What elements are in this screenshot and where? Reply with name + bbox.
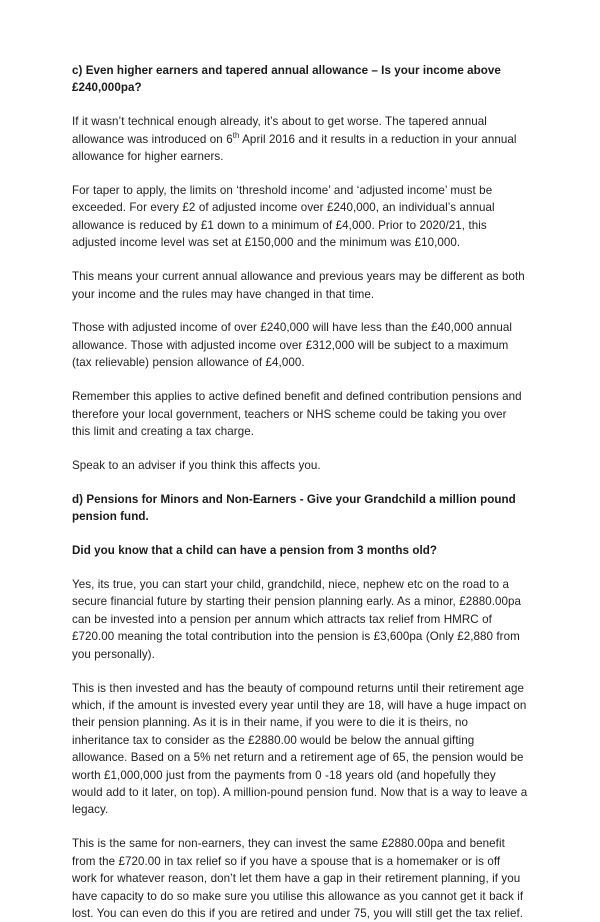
paragraph-taper-limits: For taper to apply, the limits on ‘threshold income’ and ‘adjusted income’ must be exceeded. For every £2 of adjusted income over £240,000, an individual’s annual allowance is reduced by £1 down to a minimum of £4,000. Prior to 2020/21, this adjusted income level was set at £150,000 and the minimum was £10,000. — [72, 184, 495, 250]
ordinal-suffix: th — [232, 130, 240, 140]
paragraph-speak-to-adviser: Speak to an adviser if you think this affects you. — [72, 458, 321, 472]
paragraph-minor-contribution: Yes, its true, you can start your child, grandchild, niece, nephew etc on the road to a secure financial future by starting their pension planning early. As a minor, £2880.00pa can be invested into a pension per annum which attracts tax relief from HMRC of £720.00 meaning the total contribution into the pension is £3,600pa (Only £2,880 from you personally). — [72, 578, 522, 661]
paragraph-allowance-varies: This means your current annual allowance and previous years may be different as both your income and the rules may have changed in that time. — [72, 270, 525, 301]
paragraph-tapered-intro — [72, 113, 528, 165]
paragraph-text-before: If it wasn’t technical enough already, it’s about to get worse. The tapered annual allowance was introduced on 6 — [72, 115, 487, 146]
section-subheading-child-pension: Did you know that a child can have a pension from 3 months old? — [72, 544, 438, 558]
section-heading-d: d) Pensions for Minors and Non-Earners - Give your Grandchild a million pound pension fund. — [72, 492, 516, 524]
paragraph-adjusted-income-thresholds: Those with adjusted income of over £240,000 will have less than the £40,000 annual allowance. Those with adjusted income over £312,000 will be subject to a maximum (tax relievable) pension allowance of £4,000. — [72, 321, 513, 370]
paragraph-non-earners: This is the same for non-earners, they can invest the same £2880.00pa and benefit from the £720.00 in tax relief so if you have a spouse that is a homemaker or is off work for whatever reason, don’t let them have a gap in their retirement planning, if you have capacity to do so make sure you utilise this allowance as you cannot get it back if lost. You can even do this if you are retired and under 75, you will still get the tax relief. — [72, 837, 524, 920]
section-heading-c: c) Even higher earners and tapered annual allowance – Is your income above £240,000pa? — [72, 64, 501, 95]
paragraph-compound-returns: This is then invested and has the beauty of compound returns until their retirement age which, if the amount is invested every year until they are 18, will have a huge impact on their pension planning. As it is in their name, if you were to die it is theirs, no inheritance tax to consider as the £2880.00 would be below the annual gifting allowance. Based on a 5% net return and a retirement age of 65, the pension would be worth £1,000,000 just from the payments from 0 -18 years old (and hopefully they would add to it later, on top). A million-pound pension fund. Now that is a way to leave a legacy. — [72, 681, 528, 817]
paragraph-scheme-reminder: Remember this applies to active defined benefit and defined contribution pensions and therefore your local government, teachers or NHS scheme could be taking you over this limit and creating a tax charge. — [72, 390, 522, 438]
paragraph-text-after: April 2016 and it results in a reduction in your annual allowance for higher earners. — [72, 132, 517, 164]
document-body — [72, 62, 528, 922]
